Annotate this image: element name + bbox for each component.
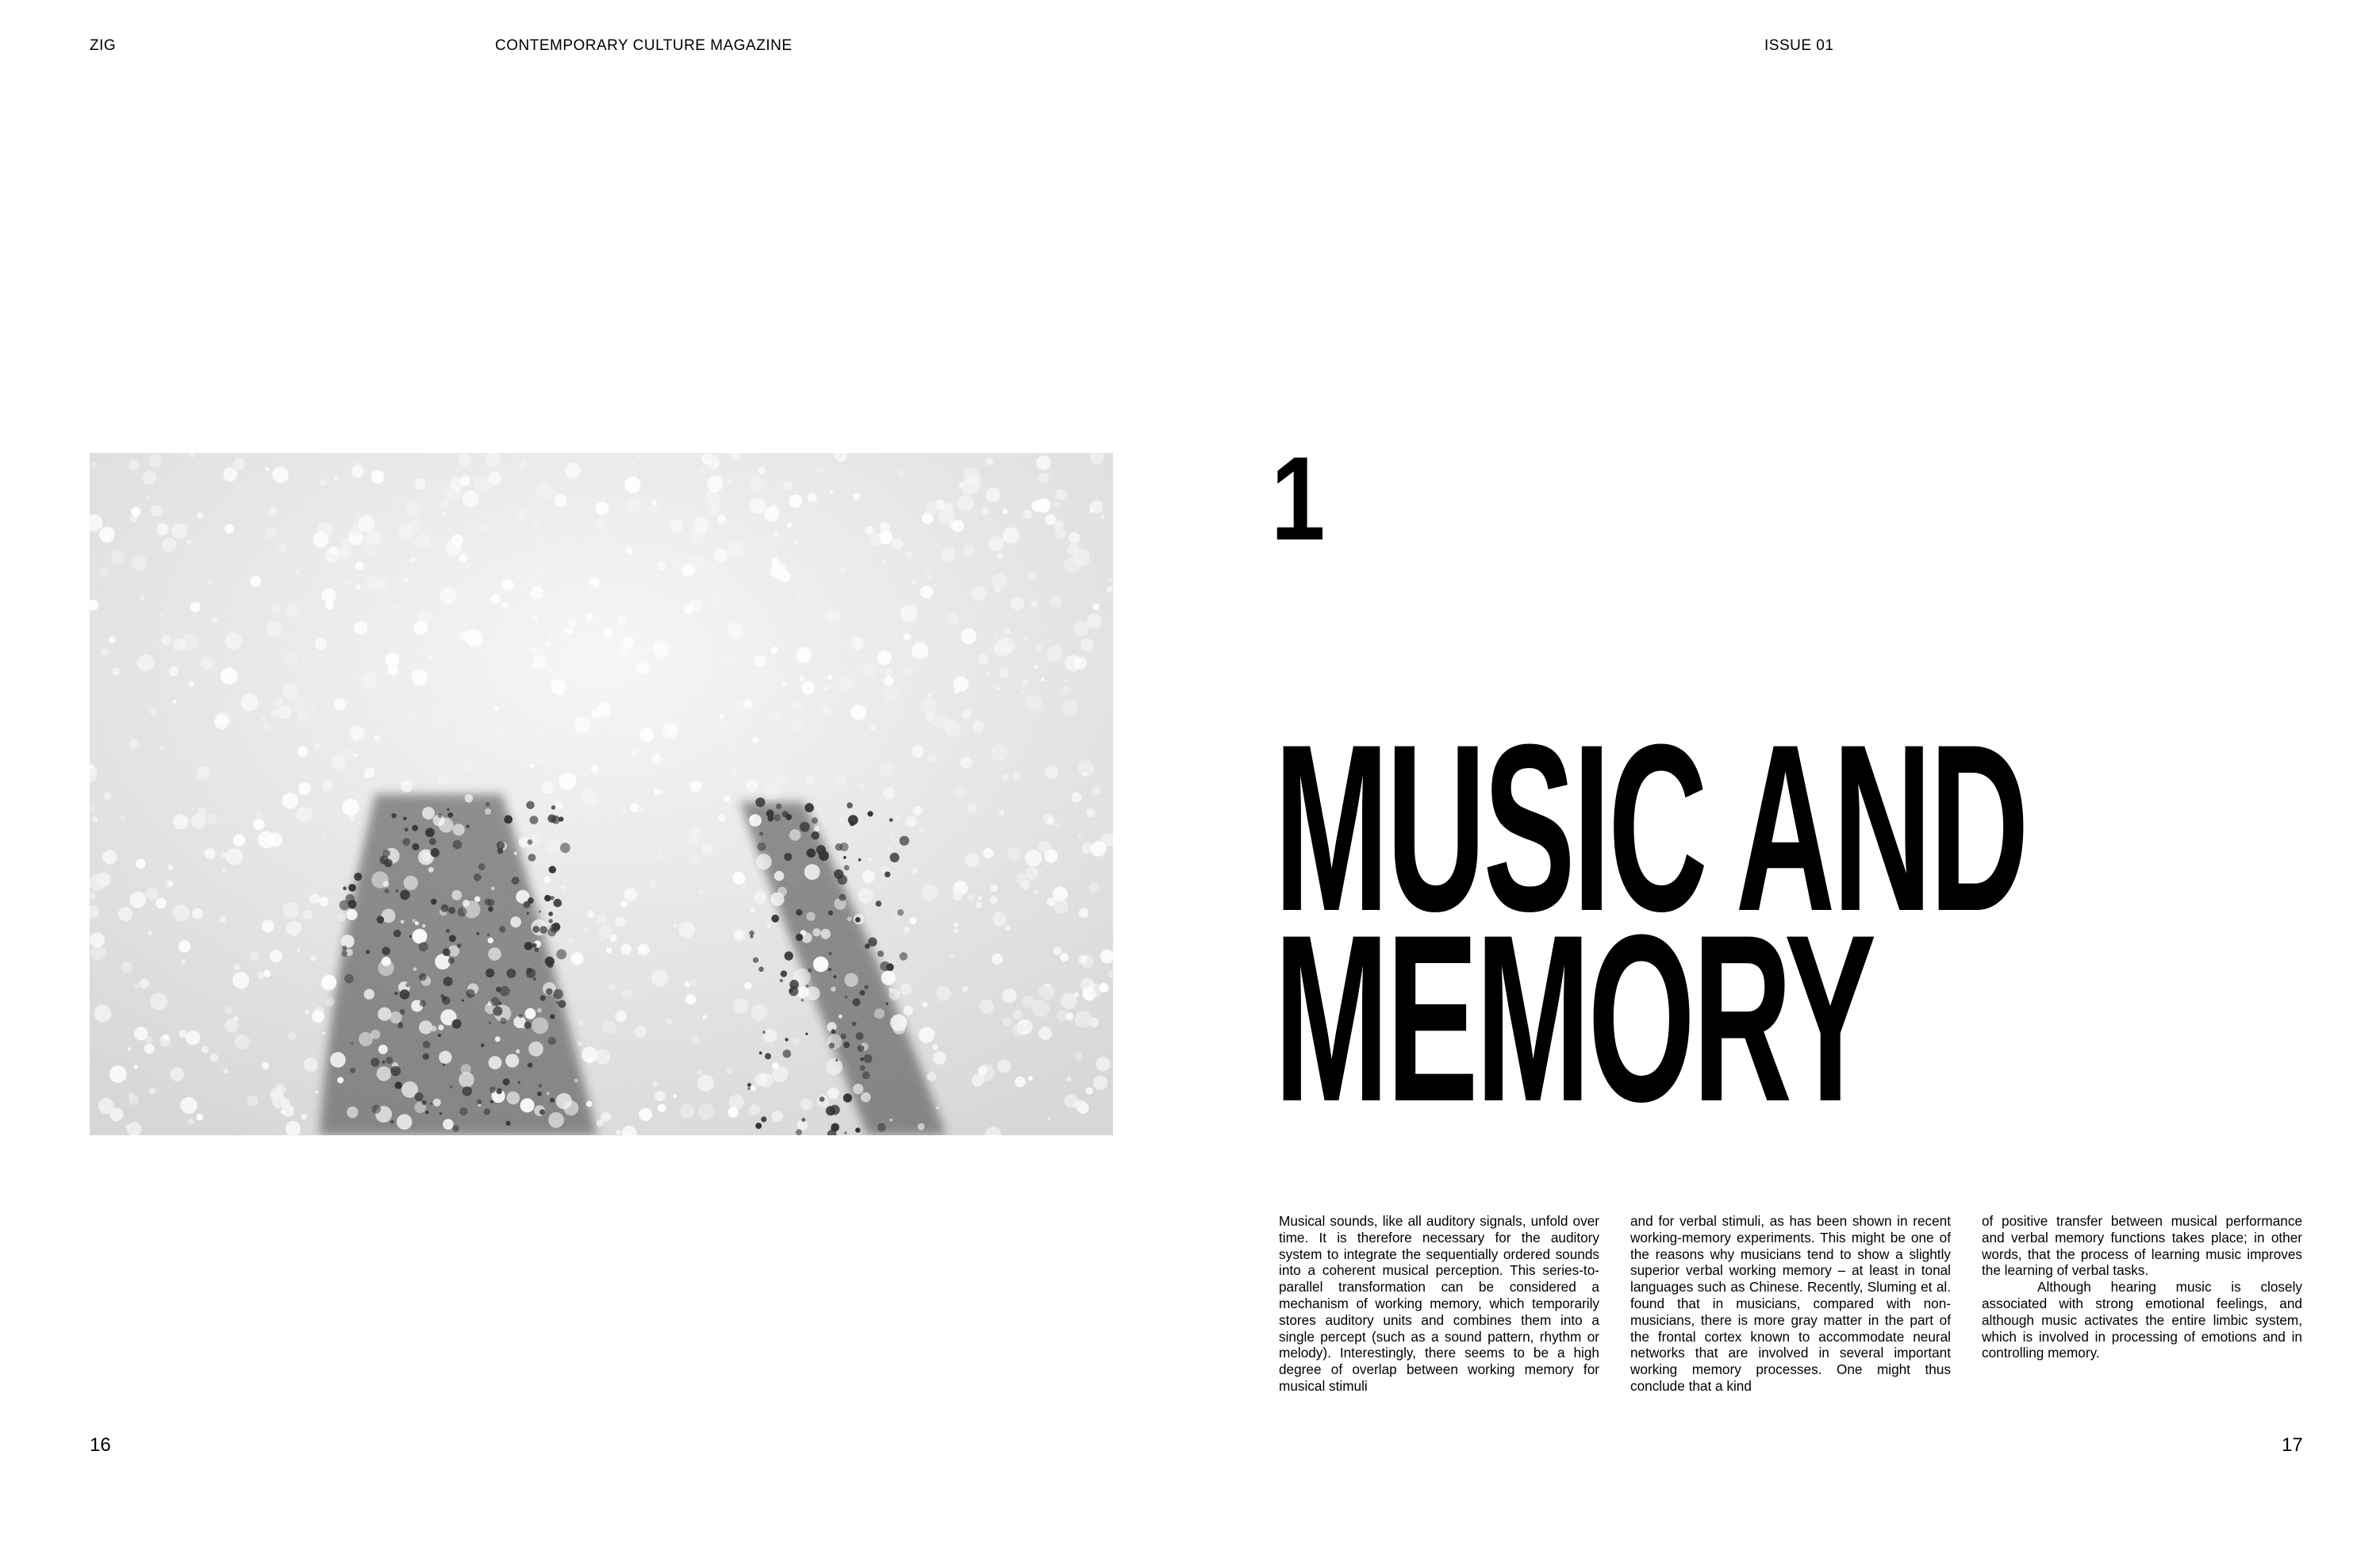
article-body <box>1279 1213 2302 1395</box>
body-column-2 <box>1630 1213 1951 1395</box>
body-paragraph: Although hearing music is closely associated with strong emotional feelings, and although music activates the entire limbic system, which is involved in processing of emotions and in controlling memory. <box>1982 1279 2302 1361</box>
bubbles-photo <box>90 453 1113 1135</box>
publication-title: CONTEMPORARY CULTURE MAGAZINE <box>495 37 793 54</box>
issue-label: ISSUE 01 <box>1764 37 1834 54</box>
body-column-1 <box>1279 1213 1599 1395</box>
body-paragraph: Musical sounds, like all auditory signals, unfold over time. It is therefore necessary for the auditory system to integrate the sequentially ordered sounds into a coherent musical perception. This series-to-parallel transformation can be considered a mechanism of working memory, which temporarily stores auditory units and combines them into a single percept (such as a sound pattern, rhythm or melody). Interestingly, there seems to be a high degree of overlap between working memory for musical stimuli <box>1279 1213 1599 1394</box>
magazine-brand: ZIG <box>90 37 117 54</box>
body-paragraph: of positive transfer between musical performance and verbal memory functions takes place; in other words, that the process of learning music improves the learning of verbal tasks. <box>1982 1213 2302 1279</box>
article-headline <box>1274 694 2380 1151</box>
page-number-left: 16 <box>90 1434 111 1456</box>
headline-line-1: MUSIC AND <box>1274 694 2027 961</box>
bubbles-photo-graphic <box>90 453 1113 1135</box>
body-column-3 <box>1982 1213 2302 1395</box>
chapter-number: 1 <box>1271 432 1326 565</box>
headline-line-2: MEMORY <box>1274 885 1874 1151</box>
page-number-right: 17 <box>2282 1434 2303 1456</box>
body-paragraph: and for verbal stimuli, as has been shown in recent working-memory experiments. This might be one of the reasons why musicians tend to show a slightly superior verbal working memory – at least in tonal languages such as Chinese. Recently, Sluming et al. found that in musicians, compared with non-musicians, there is more gray matter in the part of the frontal cortex known to accommodate neural networks that are involved in several important working memory processes. One might thus conclude that a kind <box>1630 1213 1951 1394</box>
